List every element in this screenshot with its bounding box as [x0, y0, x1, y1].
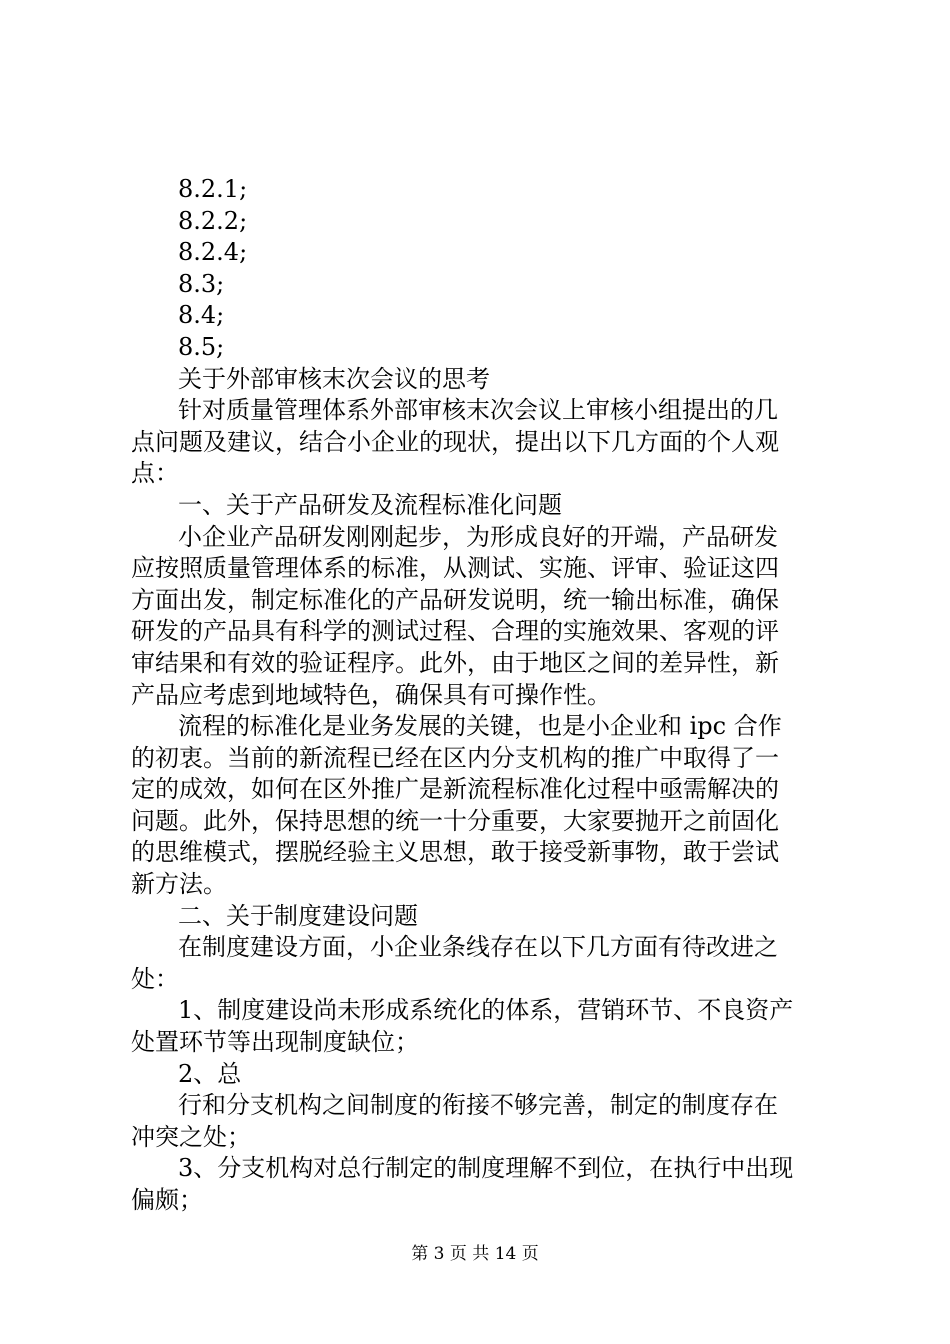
- text-line: 1、制度建设尚未形成系统化的体系，营销环节、不良资产: [178, 996, 794, 1025]
- text-line: 研发的产品具有科学的测试过程、合理的实施效果、客观的评: [131, 617, 779, 646]
- text-line: 点：: [131, 459, 179, 488]
- text-line: 在制度建设方面，小企业条线存在以下几方面有待改进之: [178, 933, 778, 962]
- text-line: 流程的标准化是业务发展的关键，也是小企业和 ipc 合作: [178, 712, 782, 741]
- text-line: 产品应考虑到地域特色，确保具有可操作性。: [131, 680, 611, 709]
- text-line: 8.4;: [178, 301, 225, 330]
- text-line: 3、分支机构对总行制定的制度理解不到位，在执行中出现: [178, 1154, 794, 1183]
- text-line: 问题。此外，保持思想的统一十分重要，大家要抛开之前固化: [131, 806, 779, 835]
- text-line: 新方法。: [131, 870, 227, 899]
- text-line: 偏颇；: [131, 1186, 203, 1214]
- text-line: 小企业产品研发刚刚起步，为形成良好的开端，产品研发: [178, 522, 778, 551]
- page-footer: 第 3 页 共 14 页: [411, 1244, 539, 1264]
- text-line: 8.5;: [178, 332, 225, 361]
- text-line: 行和分支机构之间制度的衔接不够完善，制定的制度存在: [178, 1091, 778, 1120]
- text-line: 点问题及建议，结合小企业的现状，提出以下几方面的个人观: [131, 427, 779, 456]
- text-line: 方面出发，制定标准化的产品研发说明，统一输出标准，确保: [131, 585, 779, 614]
- text-line: 冲突之处；: [131, 1122, 251, 1151]
- text-line: 2、总: [178, 1059, 242, 1088]
- text-line: 的思维模式，摆脱经验主义思想，敢于接受新事物，敢于尝试: [131, 838, 779, 867]
- text-line: 8.3;: [178, 269, 225, 298]
- text-line: 8.2.2;: [178, 206, 248, 235]
- text-line: 一、关于产品研发及流程标准化问题: [178, 490, 562, 519]
- text-line: 处：: [131, 964, 179, 993]
- text-line: 审结果和有效的验证程序。此外，由于地区之间的差异性，新: [131, 648, 779, 677]
- text-line: 针对质量管理体系外部审核末次会议上审核小组提出的几: [178, 396, 778, 425]
- text-line: 处置环节等出现制度缺位；: [131, 1028, 419, 1057]
- text-line: 关于外部审核末次会议的思考: [178, 364, 490, 393]
- text-line: 8.2.4;: [178, 238, 248, 267]
- text-line: 二、关于制度建设问题: [178, 901, 418, 930]
- text-line: 定的成效，如何在区外推广是新流程标准化过程中亟需解决的: [131, 775, 779, 804]
- document-body: [131, 174, 836, 1217]
- text-line: 应按照质量管理体系的标准，从测试、实施、评审、验证这四: [131, 554, 779, 583]
- text-line: 8.2.1;: [178, 175, 248, 203]
- text-line: 的初衷。当前的新流程已经在区内分支机构的推广中取得了一: [131, 743, 779, 772]
